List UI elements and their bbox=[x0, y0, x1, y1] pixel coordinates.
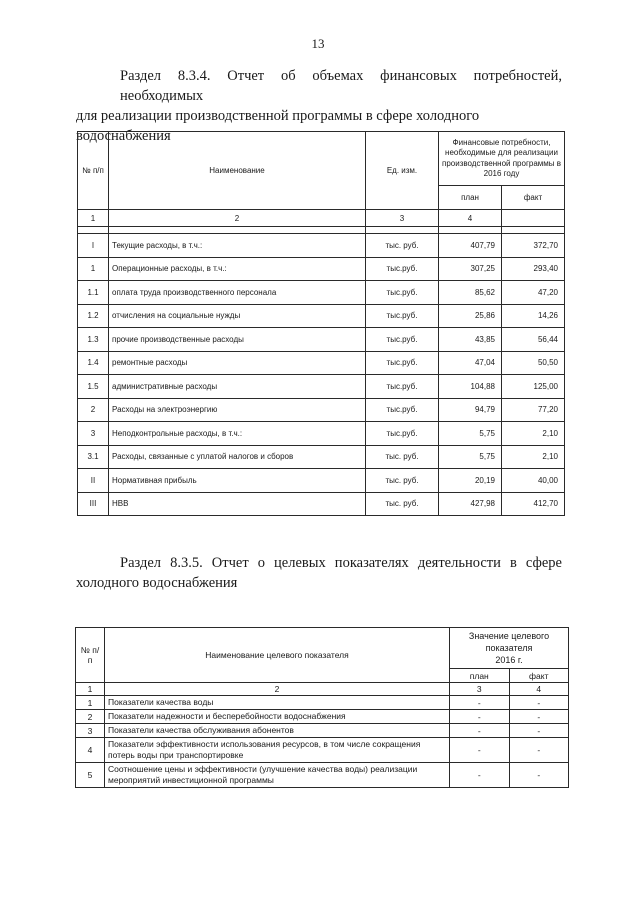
index-cell: 1 bbox=[78, 210, 109, 227]
cell-plan: 25,86 bbox=[439, 304, 502, 328]
cell-num: 1.2 bbox=[78, 304, 109, 328]
table-row bbox=[76, 763, 569, 788]
section-heading-8-3-5 bbox=[76, 553, 562, 593]
cell-unit: тыс. руб. bbox=[366, 445, 439, 469]
cell-name: ремонтные расходы bbox=[109, 351, 366, 375]
index-row bbox=[78, 210, 565, 227]
header-name: Наименование целевого показателя bbox=[105, 628, 450, 683]
table-row bbox=[76, 710, 569, 724]
header-plan: план bbox=[450, 669, 510, 683]
cell-fact: 77,20 bbox=[502, 398, 565, 422]
cell-fact: 47,20 bbox=[502, 281, 565, 305]
header-num: № п/п bbox=[76, 628, 105, 683]
table-row bbox=[78, 375, 565, 399]
header-plan: план bbox=[439, 186, 502, 210]
cell-num: 1.4 bbox=[78, 351, 109, 375]
cell-fact: - bbox=[509, 710, 569, 724]
cell-num: 4 bbox=[76, 738, 105, 763]
header-financial-needs bbox=[439, 132, 565, 186]
cell-fact: - bbox=[509, 696, 569, 710]
cell-num: 1 bbox=[76, 696, 105, 710]
cell-plan: - bbox=[450, 710, 510, 724]
section-heading-line: холодного водоснабжения bbox=[76, 575, 238, 591]
cell-name: Нормативная прибыль bbox=[109, 469, 366, 493]
cell-unit: тыс.руб. bbox=[366, 257, 439, 281]
cell-name: Показатели качества обслуживания абонентов bbox=[105, 724, 450, 738]
cell-fact: 2,10 bbox=[502, 422, 565, 446]
cell-num: II bbox=[78, 469, 109, 493]
cell-plan: 5,75 bbox=[439, 422, 502, 446]
cell-num: I bbox=[78, 234, 109, 258]
cell-fact: 293,40 bbox=[502, 257, 565, 281]
section-heading-line: Раздел 8.3.5. Отчет о целевых показателях деятельности в сфере bbox=[120, 555, 562, 571]
table-row bbox=[78, 281, 565, 305]
target-indicators-table bbox=[75, 627, 569, 788]
header-fact: факт bbox=[509, 669, 569, 683]
index-row bbox=[76, 683, 569, 696]
section-heading-line: Раздел 8.3.4. Отчет об объемах финансовых потребностей, необходимых bbox=[120, 68, 562, 104]
cell-fact: 372,70 bbox=[502, 234, 565, 258]
cell-fact: 40,00 bbox=[502, 469, 565, 493]
cell-num: III bbox=[78, 492, 109, 516]
cell-name: Текущие расходы, в т.ч.: bbox=[109, 234, 366, 258]
index-cell: 1 bbox=[76, 683, 105, 696]
cell-plan: - bbox=[450, 763, 510, 788]
cell-unit: тыс. руб. bbox=[366, 234, 439, 258]
header-line: производственной программы в bbox=[442, 158, 561, 168]
cell-unit: тыс.руб. bbox=[366, 304, 439, 328]
cell-unit: тыс.руб. bbox=[366, 375, 439, 399]
cell-fact: - bbox=[509, 738, 569, 763]
index-cell: 3 bbox=[366, 210, 439, 227]
table-row bbox=[78, 257, 565, 281]
section-heading-line: для реализации производственной программы в сфере холодного водоснабжения bbox=[76, 108, 480, 144]
header-fact: факт bbox=[502, 186, 565, 210]
financial-needs-table bbox=[77, 131, 565, 516]
cell-name: оплата труда производственного персонала bbox=[109, 281, 366, 305]
cell-plan: 5,75 bbox=[439, 445, 502, 469]
cell-name: Расходы, связанные с уплатой налогов и сборов bbox=[109, 445, 366, 469]
header-name: Наименование bbox=[109, 132, 366, 210]
cell-num: 3 bbox=[76, 724, 105, 738]
cell-unit: тыс. руб. bbox=[366, 492, 439, 516]
cell-fact: - bbox=[509, 724, 569, 738]
cell-fact: 50,50 bbox=[502, 351, 565, 375]
table-row bbox=[78, 398, 565, 422]
cell-num: 1.1 bbox=[78, 281, 109, 305]
cell-plan: - bbox=[450, 724, 510, 738]
spacer-row bbox=[78, 227, 565, 234]
table-row bbox=[78, 351, 565, 375]
index-cell: 2 bbox=[109, 210, 366, 227]
cell-name: Операционные расходы, в т.ч.: bbox=[109, 257, 366, 281]
page-number: 13 bbox=[311, 36, 325, 51]
table-row bbox=[78, 304, 565, 328]
cell-name: Показатели качества воды bbox=[105, 696, 450, 710]
index-cell: 4 bbox=[509, 683, 569, 696]
cell-unit: тыс.руб. bbox=[366, 422, 439, 446]
cell-plan: 427,98 bbox=[439, 492, 502, 516]
header-num: № п/п bbox=[78, 132, 109, 210]
cell-num: 1.3 bbox=[78, 328, 109, 352]
header-line: показателя bbox=[485, 643, 533, 653]
cell-unit: тыс.руб. bbox=[366, 351, 439, 375]
cell-name: Неподконтрольные расходы, в т.ч.: bbox=[109, 422, 366, 446]
header-line: необходимые для реализации bbox=[445, 148, 558, 157]
cell-name: Показатели эффективности использования ресурсов, в том числе сокращения потерь воды при транспортировке bbox=[105, 738, 450, 763]
cell-plan: - bbox=[450, 696, 510, 710]
cell-plan: 20,19 bbox=[439, 469, 502, 493]
cell-fact: 2,10 bbox=[502, 445, 565, 469]
cell-unit: тыс. руб. bbox=[366, 469, 439, 493]
table-row bbox=[76, 724, 569, 738]
cell-unit: тыс.руб. bbox=[366, 328, 439, 352]
cell-plan: 47,04 bbox=[439, 351, 502, 375]
cell-name: административные расходы bbox=[109, 375, 366, 399]
table-row bbox=[78, 234, 565, 258]
cell-plan: 85,62 bbox=[439, 281, 502, 305]
cell-name: Соотношение цены и эффективности (улучшение качества воды) реализации мероприятий инвестиционной программы bbox=[105, 763, 450, 788]
cell-fact: 125,00 bbox=[502, 375, 565, 399]
header-line: Значение целевого bbox=[468, 631, 550, 641]
table-row bbox=[78, 328, 565, 352]
cell-num: 3.1 bbox=[78, 445, 109, 469]
header-line: 2016 году bbox=[483, 169, 520, 178]
index-cell: 2 bbox=[105, 683, 450, 696]
cell-name: прочие производственные расходы bbox=[109, 328, 366, 352]
cell-fact: - bbox=[509, 763, 569, 788]
cell-plan: 43,85 bbox=[439, 328, 502, 352]
cell-num: 1 bbox=[78, 257, 109, 281]
index-cell: 4 bbox=[439, 210, 502, 227]
index-cell bbox=[502, 210, 565, 227]
header-indicator-value bbox=[450, 628, 569, 669]
table-row bbox=[78, 422, 565, 446]
cell-name: отчисления на социальные нужды bbox=[109, 304, 366, 328]
cell-num: 2 bbox=[78, 398, 109, 422]
cell-unit: тыс.руб. bbox=[366, 398, 439, 422]
cell-plan: - bbox=[450, 738, 510, 763]
header-line: Финансовые потребности, bbox=[452, 137, 551, 147]
cell-plan: 94,79 bbox=[439, 398, 502, 422]
cell-unit: тыс.руб. bbox=[366, 281, 439, 305]
cell-fact: 56,44 bbox=[502, 328, 565, 352]
cell-num: 1.5 bbox=[78, 375, 109, 399]
header-line: 2016 г. bbox=[495, 655, 523, 665]
cell-num: 5 bbox=[76, 763, 105, 788]
table-row bbox=[78, 445, 565, 469]
table-row bbox=[76, 738, 569, 763]
cell-num: 2 bbox=[76, 710, 105, 724]
index-cell: 3 bbox=[450, 683, 510, 696]
cell-plan: 104,88 bbox=[439, 375, 502, 399]
table-row bbox=[76, 696, 569, 710]
cell-name: Расходы на электроэнергию bbox=[109, 398, 366, 422]
header-unit: Ед. изм. bbox=[366, 132, 439, 210]
cell-fact: 412,70 bbox=[502, 492, 565, 516]
cell-plan: 407,79 bbox=[439, 234, 502, 258]
cell-fact: 14,26 bbox=[502, 304, 565, 328]
cell-plan: 307,25 bbox=[439, 257, 502, 281]
table-row bbox=[78, 492, 565, 516]
cell-name: Показатели надежности и бесперебойности водоснабжения bbox=[105, 710, 450, 724]
cell-name: НВВ bbox=[109, 492, 366, 516]
table-row bbox=[78, 469, 565, 493]
cell-num: 3 bbox=[78, 422, 109, 446]
